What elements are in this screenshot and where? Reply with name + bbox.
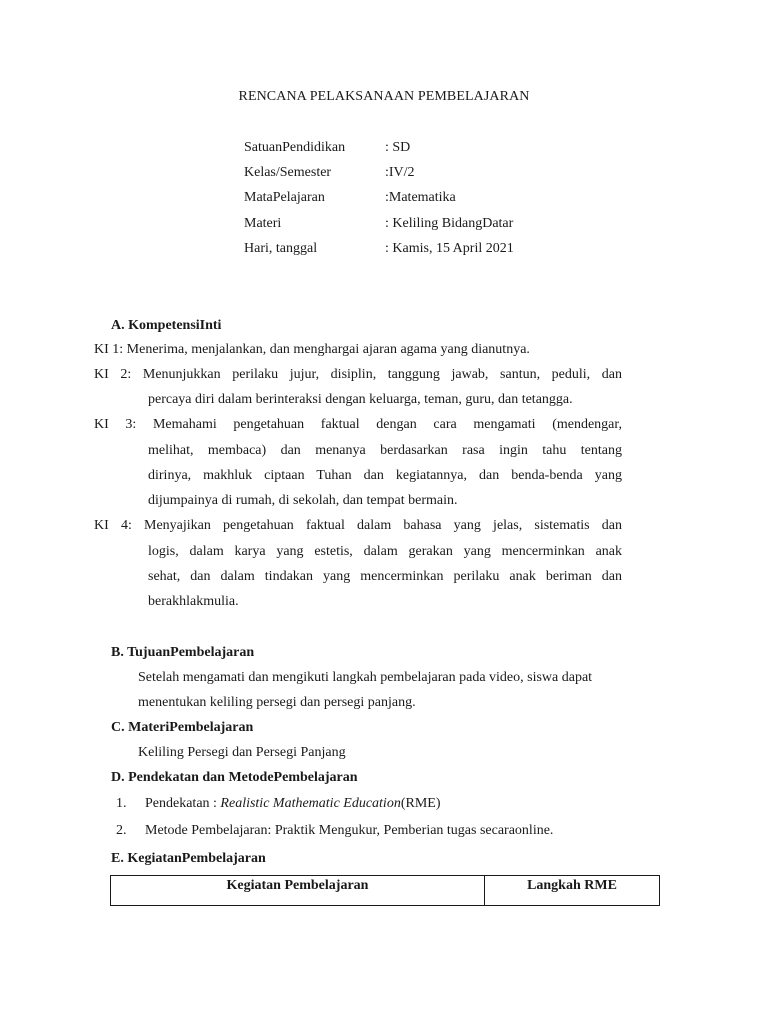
- ki3-line: dijumpainya di rumah, di sekolah, dan tempat bermain.: [148, 493, 458, 508]
- info-label: Kelas/Semester: [244, 165, 332, 180]
- section-b-text: menentukan keliling persegi dan persegi panjang.: [138, 695, 416, 710]
- ki3-line: melihat, membaca) dan menanya berdasarkan rasa ingin tahu tentang: [148, 443, 622, 458]
- approach-item: [145, 796, 441, 812]
- info-label: SatuanPendidikan: [244, 140, 346, 155]
- approach-name: Realistic Mathematic Education: [220, 796, 401, 811]
- info-value: :Matematika: [385, 190, 456, 205]
- section-c-heading: C. MateriPembelajaran: [111, 720, 254, 735]
- ki3-line: KI 3: Memahami pengetahuan faktual dengan cara mengamati (mendengar,: [94, 417, 622, 432]
- info-value: : Kamis, 15 April 2021: [385, 241, 514, 256]
- table-header-row: [111, 876, 660, 906]
- section-a-heading: A. KompetensiInti: [111, 318, 222, 333]
- ki4-line: KI 4: Menyajikan pengetahuan faktual dalam bahasa yang jelas, sistematis dan: [94, 518, 622, 533]
- activity-table: [110, 875, 660, 906]
- ki2-line: percaya diri dalam berinteraksi dengan keluarga, teman, guru, dan tetangga.: [148, 392, 573, 407]
- method-item: Metode Pembelajaran: Praktik Mengukur, Pemberian tugas secaraonline.: [145, 823, 554, 838]
- ki2-line: KI 2: Menunjukkan perilaku jujur, disiplin, tanggung jawab, santun, peduli, dan: [94, 367, 622, 382]
- section-b-heading: B. TujuanPembelajaran: [111, 645, 255, 660]
- table-header-rme-step: Langkah RME: [485, 876, 660, 906]
- info-value: : Keliling BidangDatar: [385, 216, 514, 231]
- ki4-line: berakhlakmulia.: [148, 594, 239, 609]
- ki3-line: dirinya, makhluk ciptaan Tuhan dan kegiatannya, dan benda-benda yang: [148, 468, 622, 483]
- info-value: :IV/2: [385, 165, 415, 180]
- ki4-line: sehat, dan dalam tindakan yang mencerminkan perilaku anak beriman dan: [148, 569, 622, 584]
- info-value: : SD: [385, 140, 411, 155]
- section-e-heading: E. KegiatanPembelajaran: [111, 851, 266, 866]
- list-number: 1.: [116, 796, 127, 811]
- document-title: RENCANA PELAKSANAAN PEMBELAJARAN: [238, 89, 530, 104]
- approach-abbr: (RME): [400, 796, 441, 811]
- info-label: Hari, tanggal: [244, 241, 318, 256]
- info-label: Materi: [244, 216, 282, 231]
- approach-label: Pendekatan :: [145, 796, 221, 811]
- list-number: 2.: [116, 823, 127, 838]
- section-b-text: Setelah mengamati dan mengikuti langkah pembelajaran pada video, siswa dapat: [138, 670, 593, 685]
- section-d-heading: D. Pendekatan dan MetodePembelajaran: [111, 770, 358, 785]
- ki1-text: KI 1: Menerima, menjalankan, dan menghargai ajaran agama yang dianutnya.: [94, 342, 530, 357]
- ki4-line: logis, dalam karya yang estetis, dalam gerakan yang mencerminkan anak: [148, 544, 622, 559]
- table-header-activity: Kegiatan Pembelajaran: [111, 876, 485, 906]
- info-label: MataPelajaran: [244, 190, 325, 205]
- section-c-text: Keliling Persegi dan Persegi Panjang: [138, 745, 346, 760]
